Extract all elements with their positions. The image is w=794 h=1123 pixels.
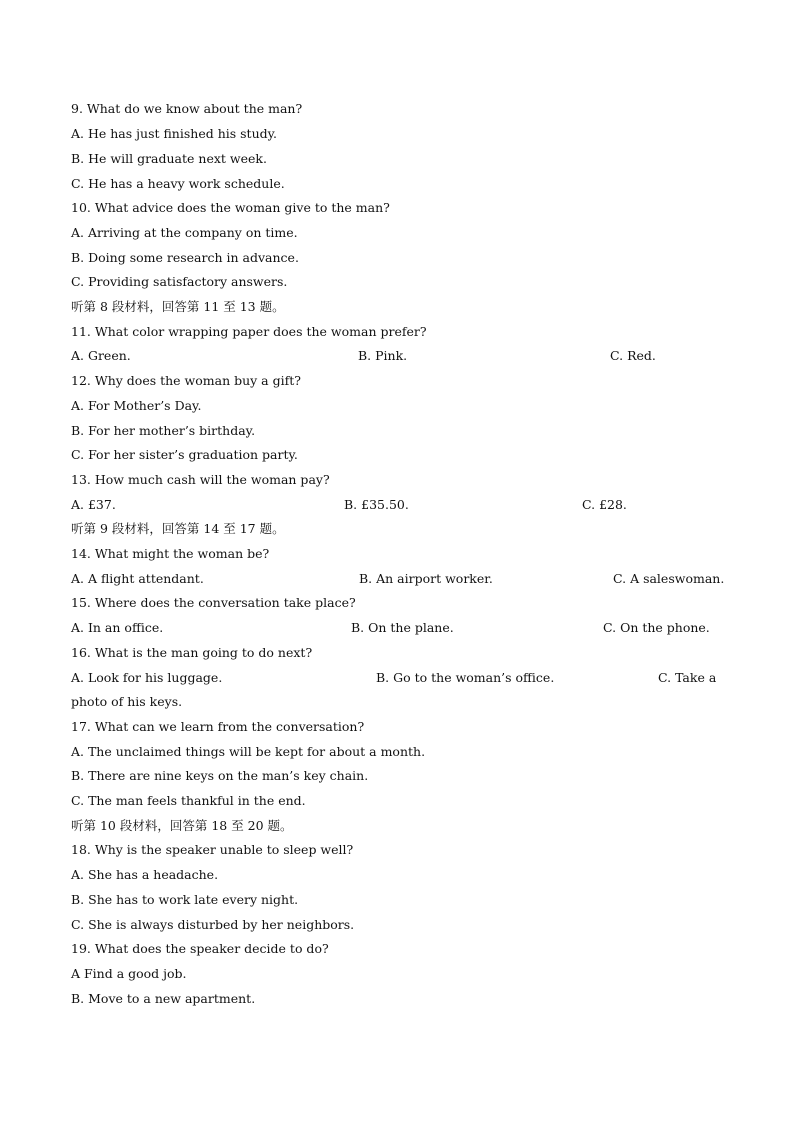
q15-option-c: C. On the phone.	[603, 620, 710, 635]
q18-option-c: C. She is always disturbed by her neighbors.	[71, 917, 355, 932]
q16-option-c: C. Take a	[658, 670, 717, 685]
q12-option-c: C. For her sister’s graduation party.	[71, 447, 298, 462]
q12-option-a: A. For Mother’s Day.	[71, 398, 202, 413]
q9-option-c: C. He has a heavy work schedule.	[71, 176, 285, 191]
question-19: 19. What does the speaker decide to do?	[71, 941, 329, 956]
q12-option-b: B. For her mother’s birthday.	[71, 423, 256, 438]
q13-option-b: B. £35.50.	[344, 497, 409, 512]
question-15: 15. Where does the conversation take place?	[71, 595, 356, 610]
q10-option-a: A. Arriving at the company on time.	[71, 225, 298, 240]
question-9: 9. What do we know about the man?	[71, 101, 303, 116]
q11-option-c: C. Red.	[610, 348, 656, 363]
q11-option-b: B. Pink.	[358, 348, 408, 363]
q14-option-a: A. A flight attendant.	[71, 571, 204, 586]
question-16: 16. What is the man going to do next?	[71, 645, 313, 660]
question-11: 11. What color wrapping paper does the woman prefer?	[71, 324, 427, 339]
section-8-heading: 听第 8 段材料，回答第 11 至 13 题。	[71, 299, 285, 314]
q13-option-c: C. £28.	[582, 497, 627, 512]
q15-option-b: B. On the plane.	[351, 620, 454, 635]
q16-option-a: A. Look for his luggage.	[71, 670, 223, 685]
section-10-heading: 听第 10 段材料，回答第 18 至 20 题。	[71, 818, 293, 833]
q18-option-a: A. She has a headache.	[71, 867, 219, 882]
q16-option-b: B. Go to the woman’s office.	[376, 670, 555, 685]
q19-option-a: A Find a good job.	[71, 966, 187, 981]
q11-option-a: A. Green.	[71, 348, 131, 363]
section-9-heading: 听第 9 段材料，回答第 14 至 17 题。	[71, 521, 285, 536]
q17-option-b: B. There are nine keys on the man’s key chain.	[71, 768, 369, 783]
q14-option-b: B. An airport worker.	[359, 571, 493, 586]
q16-option-c-continued: photo of his keys.	[71, 694, 183, 709]
q10-option-b: B. Doing some research in advance.	[71, 250, 299, 265]
question-14: 14. What might the woman be?	[71, 546, 270, 561]
q17-option-a: A. The unclaimed things will be kept for about a month.	[71, 744, 426, 759]
question-18: 18. Why is the speaker unable to sleep well?	[71, 842, 354, 857]
question-13: 13. How much cash will the woman pay?	[71, 472, 330, 487]
q10-option-c: C. Providing satisfactory answers.	[71, 274, 288, 289]
question-10: 10. What advice does the woman give to the man?	[71, 200, 390, 215]
q13-option-a: A. £37.	[71, 497, 116, 512]
question-17: 17. What can we learn from the conversation?	[71, 719, 365, 734]
q17-option-c: C. The man feels thankful in the end.	[71, 793, 306, 808]
q18-option-b: B. She has to work late every night.	[71, 892, 299, 907]
q14-option-c: C. A saleswoman.	[613, 571, 725, 586]
q9-option-b: B. He will graduate next week.	[71, 151, 267, 166]
question-12: 12. Why does the woman buy a gift?	[71, 373, 301, 388]
q15-option-a: A. In an office.	[71, 620, 164, 635]
q19-option-b: B. Move to a new apartment.	[71, 991, 256, 1006]
q9-option-a: A. He has just finished his study.	[71, 126, 277, 141]
